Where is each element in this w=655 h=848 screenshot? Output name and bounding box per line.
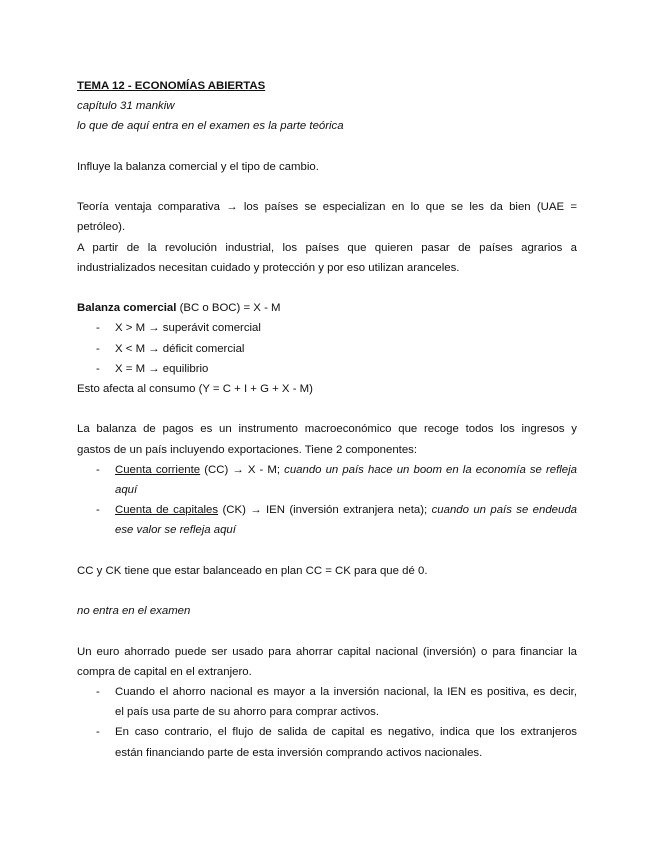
paragraph-euro-line: Un euro ahorrado puede ser usado para ahorrar capital nacional (inversión) o para financiar la — [77, 645, 577, 658]
list-item-line: el país usa parte de su ahorro para comprar activos. — [115, 706, 380, 719]
list-item-line — [115, 460, 577, 480]
spacer — [77, 137, 577, 157]
balanza-comercial-formula: (BC o BOC) = X - M — [176, 302, 281, 315]
paragraph-teoria — [77, 197, 577, 237]
cuenta-capitales-label: Cuenta de capitales — [115, 504, 219, 517]
balanza-comercial-label: Balanza comercial — [77, 302, 177, 315]
dash-bullet: - — [96, 685, 100, 698]
document-title: TEMA 12 - ECONOMÍAS ABIERTAS — [77, 80, 266, 92]
paragraph-balance: CC y CK tiene que estar balanceado en plan CC = CK para que dé 0. — [77, 564, 428, 577]
cuenta-corriente-formula: (CC) → X - M; — [200, 463, 285, 476]
dash-bullet: - — [96, 342, 100, 355]
euro-list — [77, 682, 577, 763]
cuenta-capitales-note: cuando un país se endeuda — [431, 504, 577, 517]
paragraph-balanza-pagos-line: gastos de un país incluyendo exportaciones. Tiene 2 componentes: — [77, 443, 418, 456]
list-item — [77, 339, 577, 359]
spacer — [77, 399, 577, 419]
dash-bullet: - — [96, 362, 100, 375]
list-item — [77, 318, 577, 338]
list-item-cuenta-corriente — [77, 460, 577, 500]
spacer — [77, 278, 577, 298]
list-item-text: X < M → déficit comercial — [115, 342, 245, 355]
dash-bullet: - — [96, 726, 100, 739]
document-page — [77, 76, 577, 763]
subtitle-exam-note: lo que de aquí entra en el examen es la parte teórica — [77, 120, 344, 133]
balanza-comercial-list — [77, 318, 577, 379]
cuenta-capitales-formula: (CK) → IEN (inversión extranjera neta); — [218, 504, 432, 517]
list-item-line — [115, 500, 577, 520]
list-item-line: están financiando parte de esta inversión comprando activos nacionales. — [115, 746, 483, 759]
spacer — [77, 177, 577, 197]
paragraph-revolucion-line: industrializados necesitan cuidado y protección y por eso utilizan aranceles. — [77, 261, 460, 274]
dash-bullet: - — [96, 322, 100, 335]
list-item-line: Cuando el ahorro nacional es mayor a la inversión nacional, la IEN es positiva, es decir, — [115, 685, 577, 698]
list-item-text: X > M → superávit comercial — [115, 322, 261, 335]
paragraph-balanza-pagos-line: La balanza de pagos es un instrumento macroeconómico que recoge todos los ingresos y — [77, 423, 577, 436]
paragraph-teoria-line: petróleo). — [77, 221, 126, 234]
no-entra-note: no entra en el examen — [77, 605, 191, 618]
balanza-comercial-heading — [77, 298, 577, 318]
paragraph-euro — [77, 642, 577, 682]
list-item-text: X = M → equilibrio — [115, 362, 209, 375]
list-item-cuenta-capitales — [77, 500, 577, 540]
spacer — [77, 581, 577, 601]
paragraph-teoria-line: Teoría ventaja comparativa → los países se especializan en lo que se les da bien (UAE = — [77, 201, 577, 214]
list-item — [77, 682, 577, 722]
subtitle-chapter: capítulo 31 mankiw — [77, 100, 175, 113]
paragraph-balanza-pagos — [77, 419, 577, 459]
dash-bullet: - — [96, 504, 100, 517]
paragraph-revolucion-line: A partir de la revolución industrial, los países que quieren pasar de países agrarios a — [77, 241, 577, 254]
paragraph-euro-line: compra de capital en el extranjero. — [77, 665, 252, 678]
list-item — [77, 722, 577, 762]
spacer — [77, 541, 577, 561]
spacer — [77, 621, 577, 641]
paragraph-consumo: Esto afecta al consumo (Y = C + I + G + X - M) — [77, 383, 313, 395]
list-item — [77, 359, 577, 379]
list-item-line: ese valor se refleja aquí — [115, 524, 236, 537]
list-item-line: aquí — [115, 484, 138, 496]
cuenta-corriente-label: Cuenta corriente — [115, 463, 201, 476]
cuenta-corriente-note: cuando un país hace un boom en la economía se refleja — [284, 463, 577, 476]
balanza-pagos-list — [77, 460, 577, 541]
paragraph-influye: Influye la balanza comercial y el tipo de cambio. — [77, 160, 319, 173]
paragraph-revolucion — [77, 238, 577, 278]
dash-bullet: - — [96, 463, 100, 476]
list-item-line: En caso contrario, el flujo de salida de capital es negativo, indica que los extranjeros — [115, 726, 577, 739]
